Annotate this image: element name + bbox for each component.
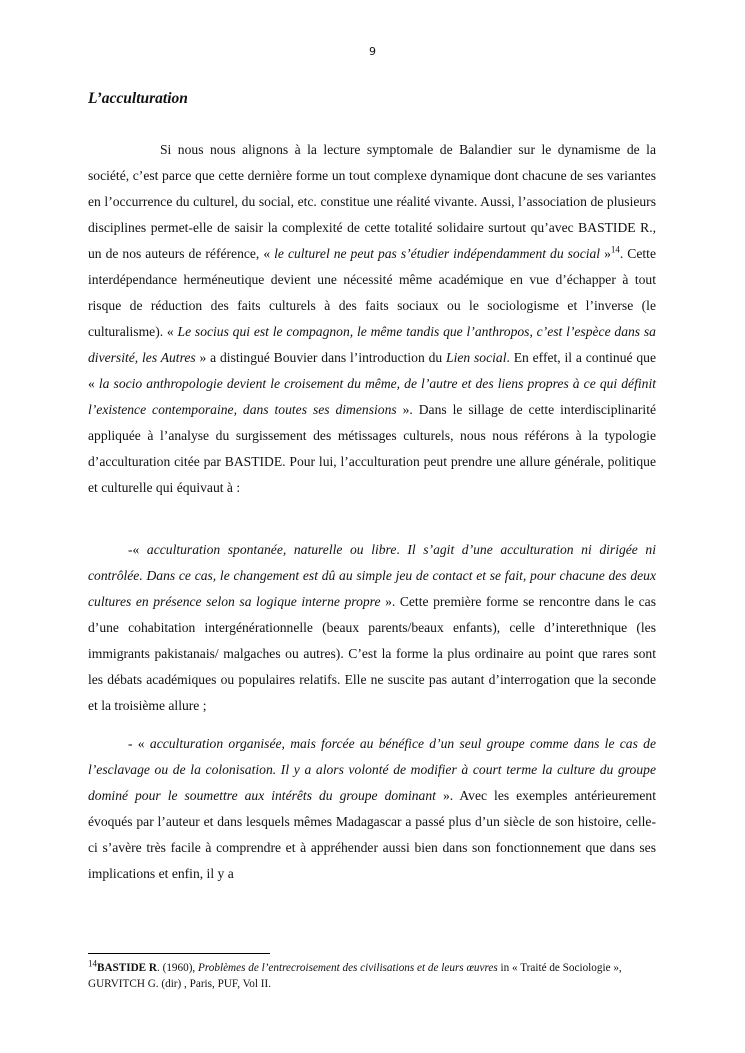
text-run: . Cette interdépendance herméneutique devient une nécessité même académique en vue d’échapper à tout risque de réduction des faits culturels à des faits sociaux ou le sociologisme et l’inverse (le culturalisme). « <box>88 246 656 339</box>
paragraph-2 <box>88 537 656 719</box>
text-run: » a distingué Bouvier dans l’introduction du <box>199 350 443 365</box>
footnote-title: Problèmes de l’entrecroisement des civilisations et de leurs œuvres <box>198 962 498 974</box>
footnote <box>88 960 656 992</box>
text-run: ». Avec les exemples antérieurement évoqués par l’auteur et dans lesquels mêmes Madagascar a passé plus d’un siècle de son histoire, celle-ci s’avère très facile à comprendre et à appréhender aussi bien dans son fonctionnement que dans ses implications et enfin, il y a <box>88 788 656 881</box>
text-run: . En effet, il a continué que « <box>88 350 656 391</box>
text-run: -« <box>128 542 140 557</box>
paragraph-3 <box>88 731 656 887</box>
text-run: ». Cette première forme se rencontre dans le cas d’une cohabitation intergénérationnelle (beaux parents/beaux enfants), celle d’interethnique (les immigrants pakistanais/ malgaches ou autres). C’est la forme la plus ordinaire au point que rares sont les débats académiques ou populaires relatifs. Elle ne suscite pas autant d’interrogation que la seconde et la troisième allure ; <box>88 594 656 713</box>
text-run: » <box>604 246 611 261</box>
quote-run: Il s’agit d’une acculturation ni dirigée ni contrôlée. Dans ce cas, le changement est dû au simple jeu de contact et se fait, pour chacune des deux cultures en présence selon sa logique interne propre <box>88 542 656 609</box>
paragraph-1 <box>88 137 656 501</box>
quote-run: Le socius qui est le compagnon, le même tandis que l’anthropos, c’est l’espèce dans sa diversité, les Autres <box>88 324 656 365</box>
text-run: - « <box>128 736 145 751</box>
footnote-reference[interactable]: 14 <box>610 244 620 255</box>
text-run: . (1960), <box>157 962 196 974</box>
text-run: in « Traité de Sociologie », GURVITCH G. (dir) , Paris, PUF, Vol II. <box>88 962 622 990</box>
book-title: Lien social <box>446 350 507 365</box>
footnote-separator <box>88 953 270 954</box>
text-run: . <box>396 542 400 557</box>
quote-run: acculturation spontanée, naturelle ou libre <box>146 542 397 557</box>
section-heading: L’acculturation <box>88 90 188 107</box>
quote-run: acculturation organisée, mais forcée au bénéfice d’un seul groupe comme dans le cas de l’esclavage ou de la colonisation. Il y a alors volonté de modifier à court terme la culture du groupe dominé pour le soumettre aux intérêts du groupe dominant <box>88 736 656 803</box>
quote-run: le culturel ne peut pas s’étudier indépendamment du social <box>274 246 601 261</box>
footnote-author: BASTIDE R <box>97 962 157 974</box>
page-number: 9 <box>369 45 376 58</box>
text-run: ». Dans le sillage de cette interdisciplinarité appliquée à l’analyse du surgissement des métissages culturels, nous nous référons à la typologie d’acculturation citée par BASTIDE. Pour lui, l’acculturation peut prendre une allure générale, politique et culturelle qui équivaut à : <box>88 402 657 495</box>
footnote-number: 14 <box>88 958 97 969</box>
text-run: Si nous nous alignons à la lecture symptomale de Balandier sur le dynamisme de la société, c’est parce que cette dernière forme un tout complexe dynamique dont chacune de ses variantes en l’occurrence du culturel, du social, etc. constitue une réalité vivante. Aussi, l’association de plusieurs disciplines permet-elle de saisir la complexité de cette totalité solidaire surtout qu’avec BASTIDE R., un de nos auteurs de référence, « <box>88 142 656 261</box>
quote-run: la socio anthropologie devient le croisement du même, de l’autre et des liens propres à ce qui définit l’existence contemporaine, dans toutes ses dimensions <box>88 376 656 417</box>
